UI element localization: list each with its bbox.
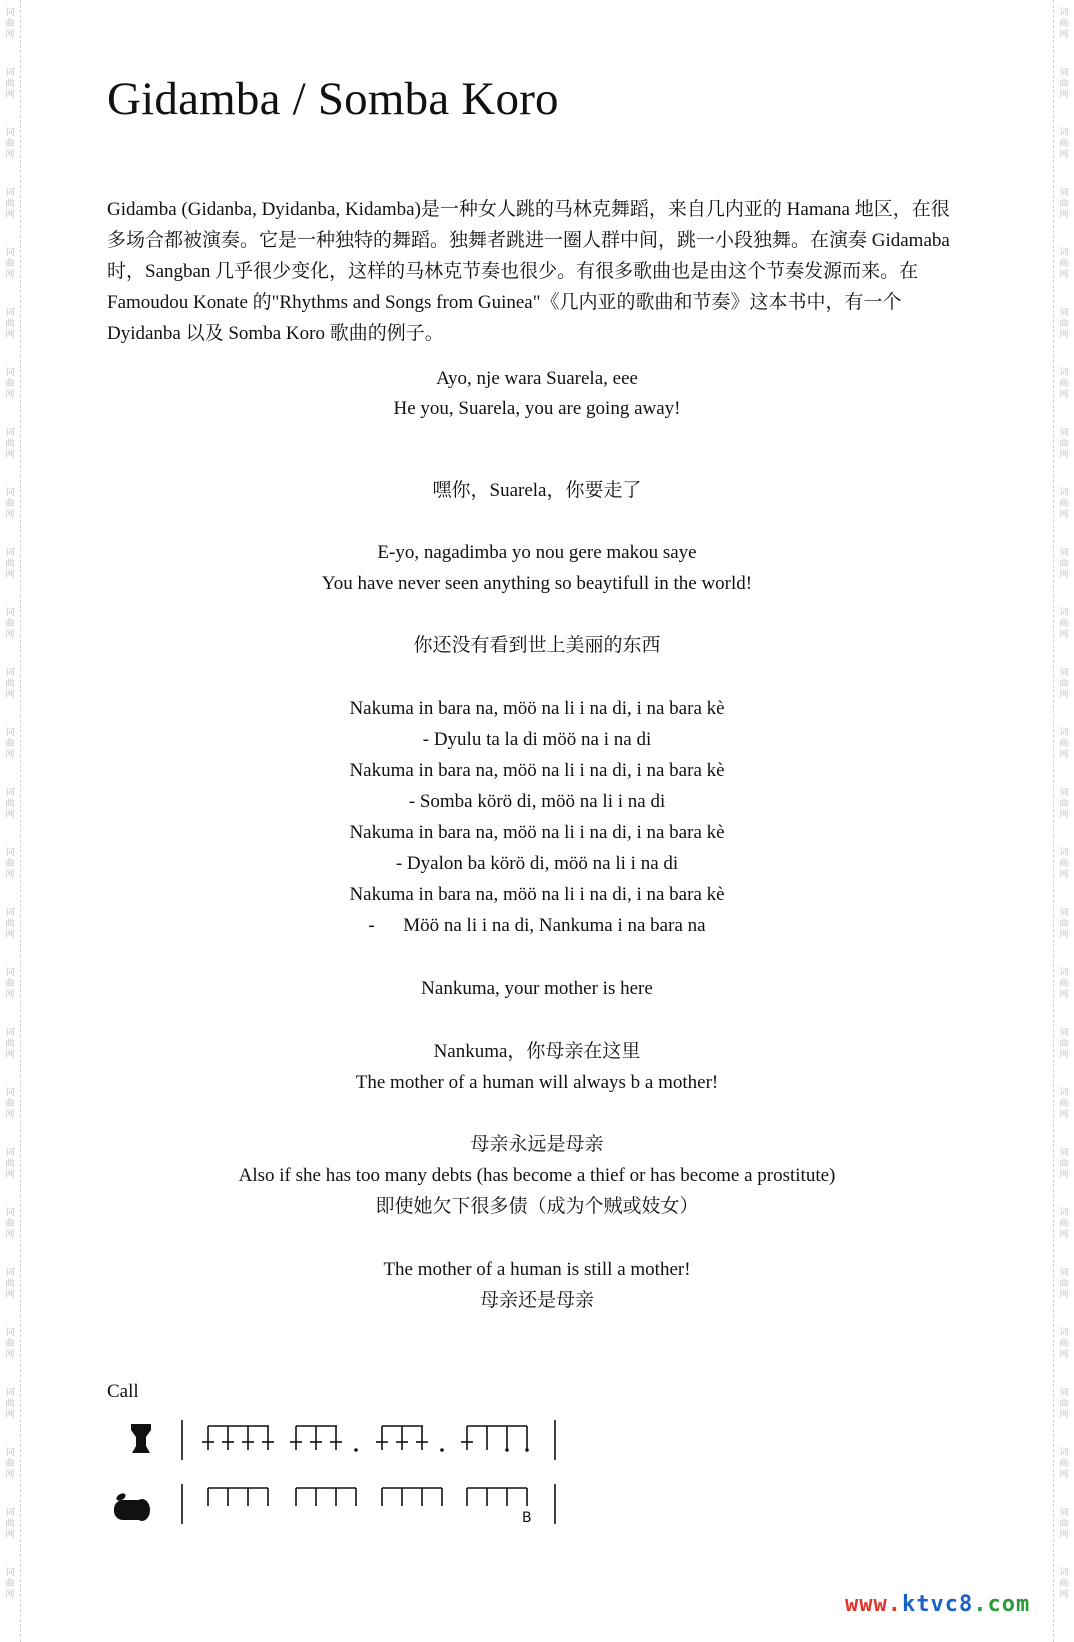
lyric-line: 母亲还是母亲 (479, 1290, 594, 1311)
watermark-mark: 词 曲 网 (1059, 368, 1069, 400)
watermark-mark: 词 曲 网 (1059, 1028, 1069, 1060)
watermark-mark: 词 曲 网 (5, 1088, 15, 1120)
lyric-line: Nankuma，你母亲在这里 (433, 1041, 641, 1062)
djembe-icon (131, 1424, 151, 1453)
watermark-mark: 词 曲 网 (5, 1328, 15, 1360)
watermark-mark: 词 曲 网 (1059, 1328, 1069, 1360)
watermark-mark: 词 曲 网 (5, 968, 15, 1000)
watermark-mark: 词 曲 网 (1059, 908, 1069, 940)
watermark-mark: 词 曲 网 (5, 848, 15, 880)
watermark-mark: 词 曲 网 (1059, 488, 1069, 520)
lyric-line: Nakuma in bara na, möö na li i na di, i na bara kè (349, 698, 725, 719)
lyric-line: Also if she has too many debts (has become a thief or has become a prostitute) (238, 1165, 836, 1186)
lyric-line: Ayo, nje wara Suarela, eee (436, 368, 638, 389)
watermark-mark: 词 曲 网 (1059, 188, 1069, 220)
watermark-mark: 词 曲 网 (5, 668, 15, 700)
watermark-mark: 词 曲 网 (1059, 8, 1069, 40)
call-label: Call (107, 1381, 139, 1402)
lyric-line: Nakuma in bara na, möö na li i na di, i na bara kè (349, 884, 725, 905)
brand-watermark[interactable] (845, 1592, 1030, 1617)
lyric-line: Nakuma in bara na, möö na li i na di, i na bara kè (349, 822, 725, 843)
watermark-mark: 词 曲 网 (1059, 1148, 1069, 1180)
watermark-mark: 词 曲 网 (1059, 68, 1069, 100)
watermark-mark: 词 曲 网 (5, 368, 15, 400)
watermark-mark: 词 曲 网 (1059, 548, 1069, 580)
lyric-line: - Dyulu ta la di möö na i na di (422, 729, 652, 750)
watermark-mark: 词 曲 网 (5, 1388, 15, 1420)
watermark-mark: 词 曲 网 (1059, 1508, 1069, 1540)
watermark-mark: 词 曲 网 (5, 248, 15, 280)
watermark-mark: 词 曲 网 (1059, 1088, 1069, 1120)
watermark-mark: 词 曲 网 (1059, 248, 1069, 280)
watermark-mark: 词 曲 网 (5, 1448, 15, 1480)
watermark-mark: 词 曲 网 (5, 1568, 15, 1600)
watermark-mark: 词 曲 网 (1059, 128, 1069, 160)
lyric-line: 嘿你，Suarela，你要走了 (432, 480, 642, 501)
watermark-mark: 词 曲 网 (5, 1208, 15, 1240)
watermark-mark: 词 曲 网 (5, 308, 15, 340)
watermark-mark: 词 曲 网 (5, 188, 15, 220)
brand-part-3: .com (973, 1592, 1031, 1617)
watermark-mark: 词 曲 网 (1059, 728, 1069, 760)
watermark-mark: 词 曲 网 (5, 1028, 15, 1060)
watermark-mark: 词 曲 网 (1059, 668, 1069, 700)
brand-part-1: www. (845, 1592, 902, 1617)
watermark-mark: 词 曲 网 (1059, 608, 1069, 640)
lyric-line: 母亲永远是母亲 (470, 1134, 604, 1155)
lyric-line: He you, Suarela, you are going away! (393, 398, 681, 419)
lyric-line: - Möö na li i na di, Nankuma i na bara na (368, 915, 706, 936)
watermark-mark: 词 曲 网 (5, 1148, 15, 1180)
watermark-mark: 词 曲 网 (1059, 428, 1069, 460)
watermark-mark: 词 曲 网 (5, 8, 15, 40)
rest-dots (354, 1448, 529, 1452)
watermark-mark: 词 曲 网 (1059, 848, 1069, 880)
watermark-mark: 词 曲 网 (1059, 308, 1069, 340)
watermark-mark: 词 曲 网 (1059, 1268, 1069, 1300)
watermark-mark: 词 曲 网 (5, 428, 15, 460)
watermark-mark: 词 曲 网 (1059, 1388, 1069, 1420)
watermark-mark: 词 曲 网 (1059, 1208, 1069, 1240)
djembe-staff (182, 1420, 555, 1460)
watermark-mark: 词 曲 网 (1059, 968, 1069, 1000)
lyric-line: Nankuma, your mother is here (421, 978, 653, 999)
watermark-mark: 词 曲 网 (5, 1508, 15, 1540)
watermark-mark: 词 曲 网 (5, 128, 15, 160)
lyric-line: 你还没有看到世上美丽的东西 (413, 635, 661, 656)
watermark-mark: 词 曲 网 (5, 788, 15, 820)
watermark-mark: 词 曲 网 (5, 68, 15, 100)
lyric-line: The mother of a human is still a mother! (383, 1259, 691, 1280)
lyric-line: You have never seen anything so beaytifull in the world! (321, 573, 753, 594)
lyric-line: The mother of a human will always b a mother! (355, 1072, 719, 1093)
intro-paragraph: Gidamba (Gidanba, Dyidanba, Kidamba)是一种女人跳的马林克舞蹈，来自几内亚的 Hamana 地区，在很多场合都被演奏。它是一种独特的舞蹈。独舞者跳进一圈人群中间，跳一小段独舞。在演奏 Gidamaba 时，Sangban 几乎很少变化，这样的马林克节奏也很少。有很多歌曲也是由这个节奏发源而来。在 Famoudou Konate 的"Rhythms and Songs from Guinea"《几内亚的歌曲和节奏》这本书中，有一个 Dyidanba 以及 Somba Koro 歌曲的例子。 (107, 199, 950, 344)
watermark-mark: 词 曲 网 (5, 488, 15, 520)
watermark-mark: 词 曲 网 (5, 908, 15, 940)
dundun-staff (182, 1484, 555, 1524)
dundun-icon (114, 1492, 150, 1521)
brand-part-2: ktvc8 (901, 1592, 974, 1617)
watermark-mark: 词 曲 网 (1059, 1448, 1069, 1480)
lyric-line: Nakuma in bara na, möö na li i na di, i na bara kè (349, 760, 725, 781)
watermark-mark: 词 曲 网 (5, 1268, 15, 1300)
lyric-line: - Somba körö di, möö na li i na di (408, 791, 666, 812)
watermark-mark: 词 曲 网 (5, 548, 15, 580)
lyric-line: 即使她欠下很多债（成为个贼或妓女） (375, 1196, 699, 1217)
watermark-mark: 词 曲 网 (1059, 1568, 1069, 1600)
lyric-line: E-yo, nagadimba yo nou gere makou saye (377, 542, 697, 563)
page-title: Gidamba / Somba Koro (107, 73, 559, 125)
lyric-line: - Dyalon ba körö di, möö na li i na di (395, 853, 679, 874)
bell-marker: B (522, 1510, 532, 1526)
watermark-mark: 词 曲 网 (5, 608, 15, 640)
watermark-mark: 词 曲 网 (1059, 788, 1069, 820)
watermark-mark: 词 曲 网 (5, 728, 15, 760)
